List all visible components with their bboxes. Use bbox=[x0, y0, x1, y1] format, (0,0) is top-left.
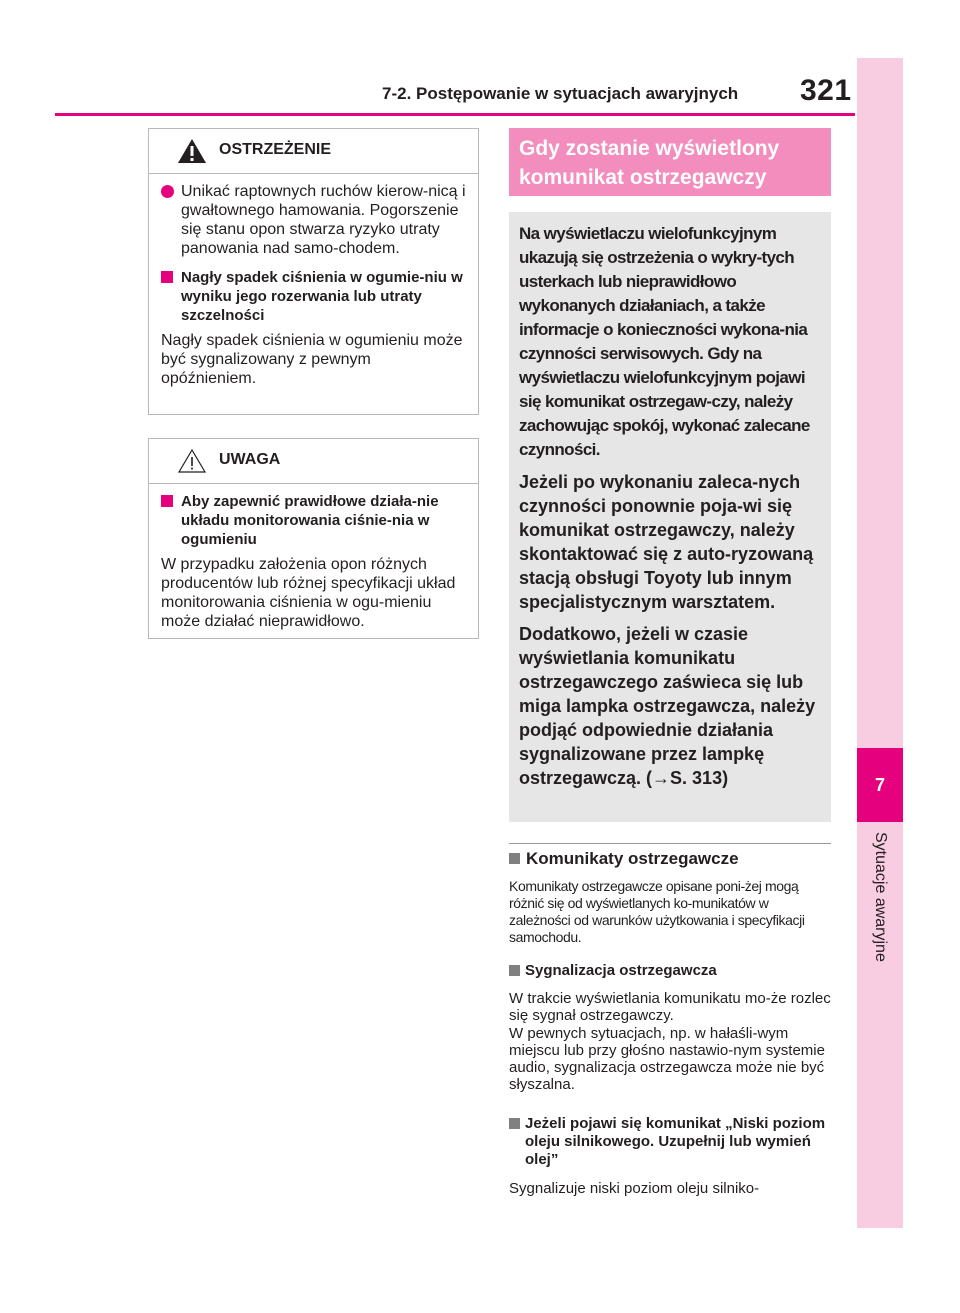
warning-box bbox=[148, 128, 479, 415]
square-bullet-icon bbox=[509, 853, 520, 864]
info-box bbox=[509, 212, 831, 822]
messages-heading bbox=[509, 849, 831, 869]
oil-message-heading-text: Jeżeli pojawi się komunikat „Niski poziom oleju silnikowego. Uzupełnij lub wymień olej” bbox=[525, 1115, 826, 1168]
notice-box-title: UWAGA bbox=[219, 451, 281, 468]
signal-text-b: W pewnych sytuacjach, np. w hałaśli-wym miejscu lub przy głośno nastawio-nym systemie audio, sygnalizacja ostrzegawcza może nie być słyszalna. bbox=[509, 1025, 825, 1093]
header-rule bbox=[55, 113, 855, 116]
page-number: 321 bbox=[800, 74, 852, 107]
caution-triangle-icon bbox=[177, 448, 207, 474]
signal-heading bbox=[509, 962, 831, 980]
notice-subheading bbox=[161, 492, 468, 549]
notice-box-header bbox=[149, 439, 478, 484]
warning-box-title: OSTRZEŻENIE bbox=[219, 141, 332, 158]
signal-text-a: W trakcie wyświetlania komunikatu mo-że rozlec się sygnał ostrzegawczy. bbox=[509, 990, 831, 1024]
warning-bullet bbox=[161, 182, 468, 258]
banner-line-1: Gdy zostanie wyświetlony bbox=[519, 137, 780, 160]
side-tab-chapter-number: 7 bbox=[857, 748, 903, 822]
warning-triangle-icon bbox=[177, 138, 207, 164]
warning-subtext: Nagły spadek ciśnienia w ogumieniu może być sygnalizowany z pewnym opóźnieniem. bbox=[161, 332, 463, 387]
oil-message-text: Sygnalizuje niski poziom oleju silniko- bbox=[509, 1180, 760, 1197]
square-bullet-icon bbox=[509, 965, 520, 976]
info-paragraph-1: Na wyświetlaczu wielofunkcyjnym ukazują się ostrzeżenia o wykry-tych usterkach lub nieprawidłowo wykonanych działaniach, a także informacje o konieczności wykona-nia czynności serwisowych. Gdy na wyświetlaczu wielofunkcyjnym pojawi się komunikat ostrzegaw-czy, należy zachowując spokój, wykonać zalecane czynności. bbox=[519, 224, 810, 459]
section-banner bbox=[509, 128, 831, 196]
notice-subheading-text: Aby zapewnić prawidłowe działa-nie układu monitorowania ciśnie-nia w ogumieniu bbox=[181, 493, 439, 548]
warning-box-header bbox=[149, 129, 478, 174]
messages-heading-text: Komunikaty ostrzegawcze bbox=[526, 849, 739, 868]
warning-subheading bbox=[161, 268, 468, 325]
section-title: 7-2. Postępowanie w sytuacjach awaryjnych bbox=[382, 84, 739, 103]
square-bullet-icon bbox=[509, 1118, 520, 1129]
section-divider bbox=[509, 843, 831, 844]
info-paragraph-2: Jeżeli po wykonaniu zaleca-nych czynności ponownie poja-wi się komunikat ostrzegawczy, należy skontaktować się z auto-ryzowaną stacją obsługi Toyoty lub innym specjalistycznym warsztatem. bbox=[519, 472, 814, 612]
side-tab bbox=[857, 58, 903, 1228]
warning-subheading-text: Nagły spadek ciśnienia w ogumie-niu w wyniku jego rozerwania lub utraty szczelności bbox=[181, 269, 463, 324]
square-bullet-icon bbox=[161, 495, 173, 507]
side-tab-chapter-label: Sytuacje awaryjne bbox=[872, 832, 889, 962]
square-bullet-icon bbox=[161, 271, 173, 283]
notice-box bbox=[148, 438, 479, 639]
info-paragraph-3: Dodatkowo, jeżeli w czasie wyświetlania komunikatu ostrzegawczego zaświeca się lub miga lampka ostrzegawcza, należy podjąć odpowiednie działania sygnalizowane przez lampkę ostrzegawczą. (→S. 313) bbox=[519, 624, 816, 788]
bullet-dot-icon bbox=[161, 185, 174, 198]
oil-message-heading bbox=[509, 1115, 831, 1169]
messages-intro: Komunikaty ostrzegawcze opisane poni-żej mogą różnić się od wyświetlanych ko-munikatów w zależności od warunków użytkowania i specyfikacji samochodu. bbox=[509, 878, 805, 945]
signal-heading-text: Sygnalizacja ostrzegawcza bbox=[525, 962, 717, 979]
notice-subtext: W przypadku założenia opon różnych producentów lub różnej specyfikacji układ monitorowania ciśnienia w ogu-mieniu może działać nieprawidłowo. bbox=[161, 556, 456, 630]
banner-line-2: komunikat ostrzegawczy bbox=[519, 166, 767, 189]
warning-bullet-text: Unikać raptownych ruchów kierow-nicą i gwałtownego hamowania. Pogorszenie się stanu opon stwarza ryzyko utraty panowania nad samo-chodem. bbox=[181, 183, 466, 257]
